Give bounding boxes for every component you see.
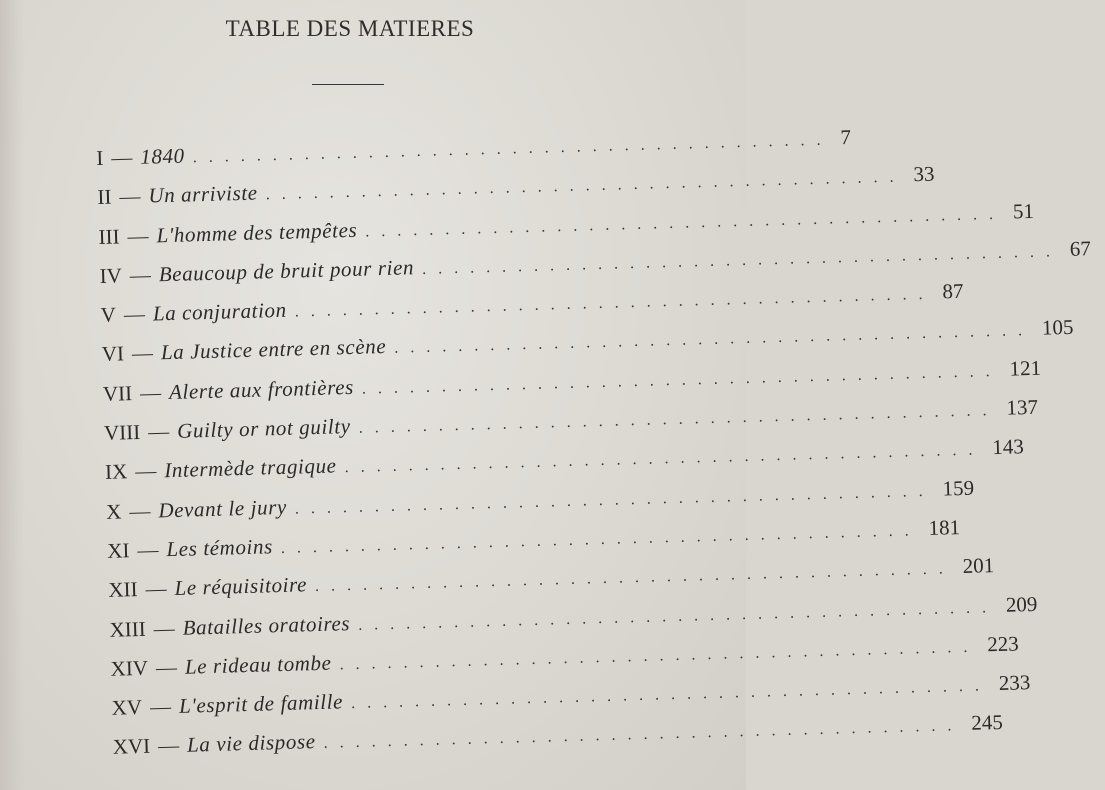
chapter-numeral: XIII bbox=[109, 616, 146, 642]
page-number: 105 bbox=[1041, 315, 1074, 341]
chapter-title: Guilty or not guilty bbox=[176, 414, 351, 443]
chapter-numeral: III bbox=[98, 223, 120, 249]
chapter-title: La conjuration bbox=[152, 297, 287, 326]
chapter-numeral: VIII bbox=[103, 419, 141, 445]
page-number: 233 bbox=[998, 670, 1031, 696]
page-number: 181 bbox=[928, 514, 961, 540]
chapter-separator: — bbox=[119, 184, 141, 209]
chapter-title: Batailles oratoires bbox=[182, 610, 351, 640]
chapter-separator: — bbox=[137, 537, 159, 562]
chapter-numeral: IV bbox=[99, 263, 123, 288]
dot-leader: ........................................ bbox=[421, 242, 1063, 278]
dot-leader: ........................................ bbox=[394, 322, 1035, 358]
chapter-title: Alerte aux frontières bbox=[168, 374, 355, 404]
dot-leader: ........................................ bbox=[265, 168, 906, 204]
chapter-title: Un arriviste bbox=[148, 180, 258, 208]
chapter-title: Intermède tragique bbox=[163, 453, 337, 483]
page-number: 209 bbox=[1005, 591, 1038, 617]
chapter-separator: — bbox=[134, 458, 157, 484]
chapter-separator: — bbox=[157, 733, 180, 758]
chapter-numeral: XII bbox=[108, 577, 138, 603]
chapter-numeral: XI bbox=[106, 538, 130, 563]
dot-leader: ........................................ bbox=[361, 362, 1002, 398]
chapter-title: L'esprit de famille bbox=[178, 689, 344, 719]
dot-leader: ........................................ bbox=[314, 560, 956, 596]
page-number: 223 bbox=[986, 631, 1020, 657]
chapter-separator: — bbox=[123, 301, 146, 327]
chapter-numeral: II bbox=[97, 184, 112, 210]
dot-leader: ........................................ bbox=[358, 401, 999, 437]
chapter-numeral: I bbox=[96, 145, 104, 170]
page-title: TABLE DES MATIERES bbox=[225, 16, 475, 41]
table-of-contents bbox=[96, 124, 1092, 775]
chapter-title: L'homme des tempêtes bbox=[156, 217, 358, 247]
chapter-title: La Justice entre en scène bbox=[160, 334, 387, 365]
page-number: 245 bbox=[971, 710, 1004, 736]
chapter-numeral: XV bbox=[111, 695, 143, 720]
chapter-numeral: XVI bbox=[112, 734, 151, 760]
dot-leader: ........................................ bbox=[357, 598, 999, 634]
chapter-numeral: V bbox=[100, 302, 117, 328]
chapter-numeral: XIV bbox=[110, 655, 149, 681]
dot-leader: ........................................ bbox=[294, 285, 935, 321]
chapter-title: Les témoins bbox=[166, 534, 274, 562]
dot-leader: ........................................ bbox=[294, 482, 935, 518]
dot-leader: ........................................ bbox=[323, 717, 964, 753]
dot-leader: ........................................ bbox=[365, 205, 1006, 241]
chapter-separator: — bbox=[149, 694, 172, 719]
page-number: 159 bbox=[942, 475, 975, 501]
page-number: 87 bbox=[942, 279, 964, 304]
title-rule bbox=[312, 84, 384, 85]
chapter-numeral: VII bbox=[102, 380, 133, 406]
dot-leader: ........................................ bbox=[192, 131, 833, 167]
chapter-title: Beaucoup de bruit pour rien bbox=[158, 255, 415, 287]
page-number: 7 bbox=[840, 124, 852, 150]
chapter-separator: — bbox=[139, 380, 162, 405]
chapter-numeral: IX bbox=[104, 459, 128, 485]
chapter-separator: — bbox=[145, 576, 167, 602]
dot-leader: ........................................ bbox=[280, 522, 921, 557]
chapter-separator: — bbox=[129, 498, 151, 523]
chapter-separator: — bbox=[147, 419, 170, 444]
chapter-separator: — bbox=[153, 615, 175, 641]
chapter-separator: — bbox=[155, 654, 178, 680]
dot-leader: ........................................ bbox=[339, 638, 980, 674]
chapter-title: Le réquisitoire bbox=[174, 572, 308, 601]
page-number: 67 bbox=[1069, 236, 1092, 261]
page-number: 201 bbox=[962, 553, 995, 579]
page-number: 33 bbox=[913, 161, 935, 187]
chapter-title: 1840 bbox=[139, 143, 186, 169]
page-number: 121 bbox=[1009, 355, 1042, 381]
chapter-separator: — bbox=[129, 262, 152, 287]
chapter-numeral: X bbox=[105, 499, 122, 524]
dot-leader: ........................................ bbox=[350, 677, 992, 713]
chapter-title: Le rideau tombe bbox=[184, 650, 332, 679]
page-number: 51 bbox=[1012, 198, 1035, 224]
chapter-title: Devant le jury bbox=[158, 494, 288, 523]
chapter-numeral: VI bbox=[101, 341, 125, 367]
page-shadow bbox=[0, 0, 24, 790]
page-number: 137 bbox=[1006, 394, 1039, 420]
chapter-separator: — bbox=[131, 340, 154, 366]
chapter-title: La vie dispose bbox=[186, 729, 316, 758]
page-number: 143 bbox=[991, 434, 1025, 460]
chapter-separator: — bbox=[110, 144, 133, 170]
chapter-separator: — bbox=[127, 223, 149, 248]
dot-leader: ........................................ bbox=[344, 441, 985, 477]
